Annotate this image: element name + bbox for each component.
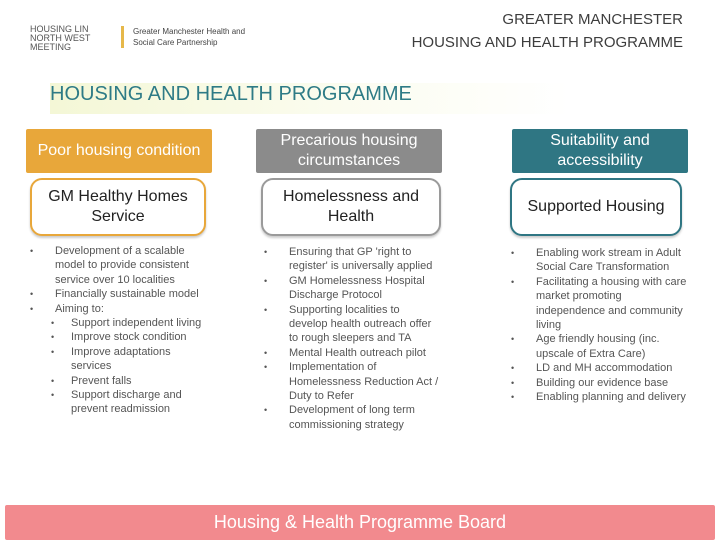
list-item: • Building our evidence base	[511, 376, 669, 389]
bullet-icon: •	[51, 318, 55, 329]
bullet-icon: •	[51, 332, 55, 343]
list-item: • Support independent living	[51, 317, 202, 330]
column-heading-poor-housing: Poor housing condition	[26, 129, 212, 173]
bullet-icon: •	[30, 303, 34, 314]
bullet-icon: •	[51, 390, 55, 401]
list-item: • Implementation of Homelessness Reduction Act / Duty to Refer	[264, 361, 439, 403]
column-heading-suitability: Suitability and accessibility	[512, 129, 688, 173]
column-heading-precarious-housing: Precarious housing circumstances	[256, 129, 442, 173]
list-item: • Enabling planning and delivery	[511, 391, 686, 404]
header-divider	[121, 26, 124, 48]
bullet-icon: •	[51, 346, 55, 357]
list-item: • Aiming to: • Support independent living • Improve stock condition • Improve adaptations services • Prevent falls • Support discharge and prevent readmission	[55, 302, 210, 417]
bullet-icon: •	[264, 247, 268, 257]
list-item: • LD and MH accommodation	[511, 362, 673, 375]
list-item: • Facilitating a housing with care market promoting independence and community living	[511, 275, 687, 332]
list-item: • Supporting localities to develop health outreach offer to rough sleepers and TA	[264, 303, 432, 345]
list-item: • Enabling work stream in Adult Social Care Transformation	[511, 247, 681, 274]
list-item: • Support discharge and prevent readmission	[51, 389, 182, 416]
sub-bullet-list	[51, 316, 210, 417]
partner-name: Greater Manchester Health and Social Care Partnership	[133, 27, 246, 47]
list-item: • Improve adaptations services	[51, 345, 171, 373]
programme-header	[412, 8, 683, 54]
list-item: • Financially sustainable model	[30, 288, 199, 301]
programme-board-banner: Housing & Health Programme Board	[5, 505, 715, 540]
bullet-icon: •	[511, 363, 515, 374]
bullet-icon: •	[30, 246, 34, 256]
bullet-list-supported-housing	[511, 246, 691, 404]
bullet-icon: •	[264, 304, 268, 315]
list-item: • Prevent falls	[51, 374, 132, 387]
list-item: • GM Homelessness Hospital Discharge Protocol	[264, 274, 425, 302]
bullet-icon: •	[264, 405, 268, 416]
service-homelessness: Homelessness and Health	[261, 178, 441, 236]
bullet-icon: •	[51, 375, 55, 386]
list-item: • Improve stock condition	[51, 331, 187, 344]
page-title: HOUSING AND HEALTH PROGRAMME	[50, 83, 570, 114]
bullet-list-homelessness	[264, 245, 439, 432]
list-item: • Development of a scalable model to provide consistent service over 10 localities	[30, 245, 189, 286]
bullet-icon: •	[264, 275, 268, 286]
bullet-list-healthy-homes	[30, 244, 210, 417]
bullet-icon: •	[30, 289, 34, 300]
programme-header-line2: HOUSING AND HEALTH PROGRAMME	[411, 34, 683, 51]
bullet-icon: •	[264, 347, 268, 358]
meeting-label: HOUSING LIN NORTH WEST MEETING	[30, 24, 91, 52]
list-item: • Mental Health outreach pilot	[264, 346, 426, 359]
bullet-icon: •	[264, 362, 268, 373]
bullet-icon: •	[511, 377, 515, 388]
bullet-icon: •	[511, 248, 515, 258]
list-item: • Age friendly housing (inc. upscale of Extra Care)	[511, 333, 660, 360]
bullet-icon: •	[511, 276, 515, 287]
list-item: • Ensuring that GP 'right to register' is universally applied	[264, 246, 433, 273]
service-healthy-homes: GM Healthy Homes Service	[30, 178, 206, 236]
service-supported-housing: Supported Housing	[510, 178, 682, 236]
bullet-icon: •	[511, 334, 515, 345]
bullet-icon: •	[511, 392, 515, 403]
programme-header-line1: GREATER MANCHESTER	[502, 11, 683, 28]
list-item: • Development of long term commissioning strategy	[264, 404, 415, 431]
